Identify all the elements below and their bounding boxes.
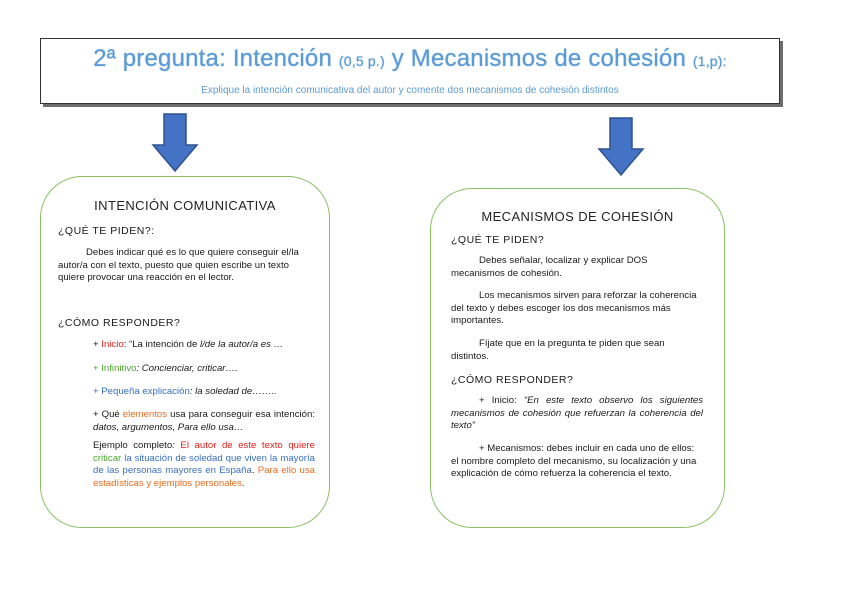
- como-responder-label: ¿CÓMO RESPONDER?: [58, 317, 181, 329]
- intencion-comunicativa-box: [40, 176, 330, 528]
- item-inicio: + Inicio: “En este texto observo los siguientes mecanismos de cohesión que refuerzan la coherencia del texto”: [451, 395, 703, 432]
- banner-title: 2ª pregunta: Intención (0,5 p.) y Mecanismos de cohesión (1,p):: [93, 45, 727, 72]
- que-te-piden-p1: Debes señalar, localizar y explicar DOS mecanismos de cohesión.: [451, 255, 648, 279]
- arrow-down-icon: [151, 113, 199, 173]
- que-te-piden-label: ¿QUÉ TE PIDEN?:: [58, 225, 155, 237]
- que-te-piden-text: Debes indicar qué es lo que quiere conseguir el/la autor/a con el texto, puesto que quien escribe un texto quiere provocar una reacción en el lector.: [58, 247, 299, 284]
- que-te-piden-p3: Fíjate que en la pregunta te piden que sean distintos.: [451, 338, 665, 362]
- question-banner: [40, 38, 780, 104]
- como-responder-label: ¿CÓMO RESPONDER?: [451, 374, 574, 386]
- box-heading: MECANISMOS DE COHESIÓN: [481, 209, 674, 224]
- banner-subtitle: Explique la intención comunicativa del autor y comente dos mecanismos de cohesión distintos: [201, 85, 619, 96]
- item-explicacion: + Pequeña explicación: la soledad de……..: [93, 386, 277, 397]
- item-infinitivo: + Infinitivo: Concienciar, criticar….: [93, 363, 238, 374]
- box-heading: INTENCIÓN COMUNICATIVA: [94, 198, 276, 213]
- que-te-piden-p2: Los mecanismos sirven para reforzar la coherencia del texto y debes escoger los dos mecanismos más importantes.: [451, 290, 697, 327]
- mecanismos-cohesion-box: [430, 188, 725, 528]
- item-inicio: + Inicio: “La intención de l/de la autor/a es …: [93, 339, 284, 350]
- que-te-piden-label: ¿QUÉ TE PIDEN?: [451, 234, 545, 246]
- arrow-down-icon: [597, 117, 645, 177]
- item-mecanismos: + Mecanismos: debes incluir en cada uno de ellos: el nombre completo del mecanismo, su localización y una explicación de cómo refuerza la coherencia el texto.: [451, 443, 697, 480]
- item-elementos: + Qué elementos usa para conseguir esa intención: datos, argumentos, Para ello usa…: [93, 409, 315, 433]
- ejemplo-completo: Ejemplo completo: El autor de este texto quiere criticar la situación de soledad que viven la mayoría de las personas mayores en España. Para ello usa estadísticas y ejemplos personales.: [93, 440, 315, 489]
